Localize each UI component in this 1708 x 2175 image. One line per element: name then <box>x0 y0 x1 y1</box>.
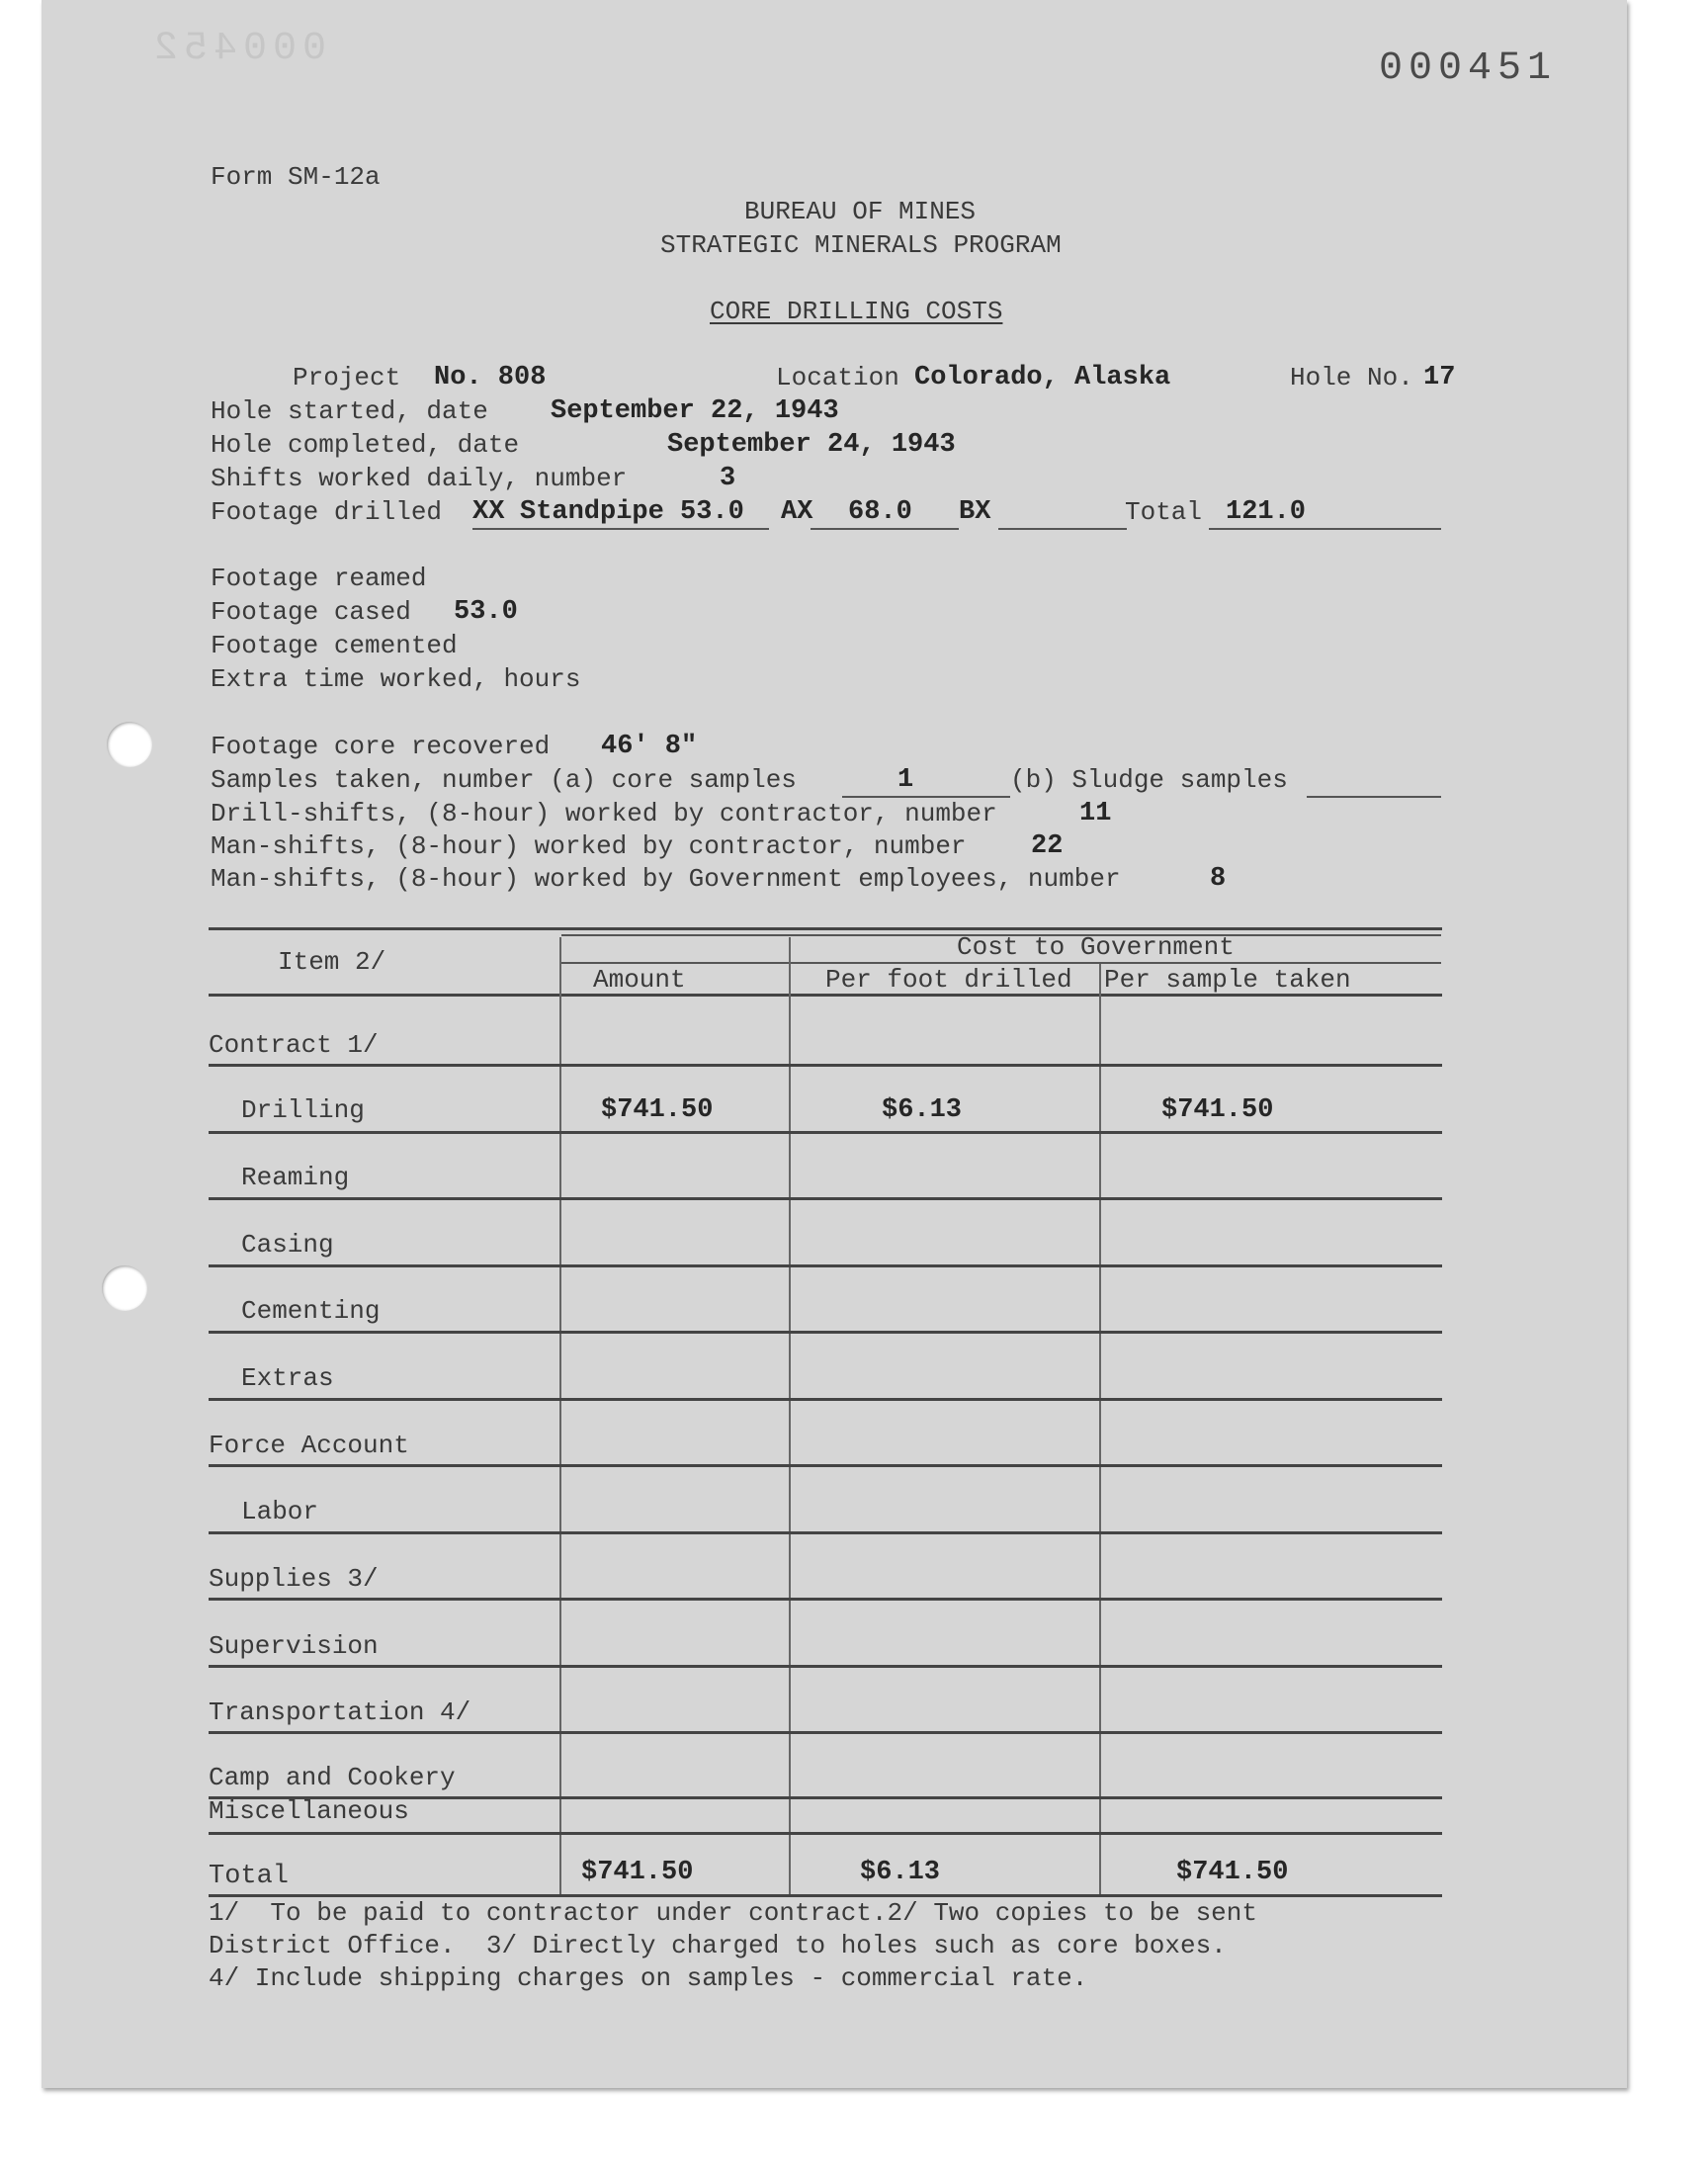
footage-reamed-label: Footage reamed <box>211 564 427 593</box>
drill-shifts-label: Drill-shifts, (8-hour) worked by contractor, number <box>211 799 997 828</box>
core-recovered-label: Footage core recovered <box>211 732 551 761</box>
table-row-per-foot: $6.13 <box>882 1095 963 1125</box>
footage-total-value: 121.0 <box>1226 497 1307 527</box>
table-row-amount: $741.50 <box>601 1095 714 1125</box>
shifts-value: 3 <box>720 464 736 493</box>
total-row-label: Total <box>209 1862 290 1891</box>
table-row-label: Reaming <box>241 1163 350 1192</box>
footage-total-label: Total <box>1125 497 1203 527</box>
table-row-per-sample: $741.50 <box>1161 1095 1274 1125</box>
sludge-samples-label: (b) Sludge samples <box>1010 765 1288 795</box>
table-row-rule <box>209 1665 1442 1668</box>
footnote-line-2: District Office. 3/ Directly charged to holes such as core boxes. <box>209 1931 1227 1960</box>
col-divider-per-foot <box>789 937 791 1894</box>
footage-cemented-label: Footage cemented <box>211 631 458 660</box>
table-row-label: Extras <box>241 1363 334 1393</box>
footage-standpipe-underline <box>472 528 769 530</box>
header-bottom-rule <box>209 994 1442 997</box>
table-top-rule <box>209 927 1442 930</box>
table-row-rule <box>209 1464 1442 1467</box>
punch-hole-top <box>107 722 152 767</box>
item-header: Item 2/ <box>278 947 386 977</box>
table-row-rule <box>209 1264 1442 1267</box>
cost-header-rule-bottom <box>561 962 1441 964</box>
core-samples-value: 1 <box>897 765 914 795</box>
table-row-rule <box>209 1331 1442 1334</box>
bleed-through-number: 000452 <box>148 27 327 71</box>
completed-value: September 24, 1943 <box>667 430 956 460</box>
table-row-label: Cementing <box>241 1296 381 1326</box>
started-value: September 22, 1943 <box>551 396 839 426</box>
table-row-label: Labor <box>241 1497 319 1526</box>
footnote-line-1: 1/ To be paid to contractor under contract.2/ Two copies to be sent <box>209 1898 1257 1928</box>
man-shifts-value: 22 <box>1031 831 1064 861</box>
project-value: No. 808 <box>434 363 547 392</box>
total-per-foot: $6.13 <box>860 1858 941 1887</box>
sludge-samples-underline <box>1307 796 1441 798</box>
program-title: STRATEGIC MINERALS PROGRAM <box>660 230 1062 260</box>
table-row-rule <box>209 1197 1442 1200</box>
footage-ax-value: 68.0 <box>848 497 912 527</box>
hole-label: Hole No. <box>1290 363 1413 392</box>
extra-time-label: Extra time worked, hours <box>211 664 581 694</box>
footage-standpipe-value: Standpipe 53.0 <box>520 497 744 527</box>
form-title: CORE DRILLING COSTS <box>710 297 1003 326</box>
footage-drilled-label: Footage drilled <box>211 497 443 527</box>
footage-xx-mark-2: AX <box>781 497 813 527</box>
started-label: Hole started, date <box>211 396 488 426</box>
table-row-label: Force Account <box>209 1431 409 1460</box>
table-row-rule <box>209 1731 1442 1734</box>
footage-xx-mark-1: XX <box>472 497 505 527</box>
cost-to-government-header: Cost to Government <box>957 932 1235 962</box>
footage-ax-underline <box>811 528 959 530</box>
col-divider-amount <box>559 937 561 1894</box>
location-value: Colorado, Alaska <box>914 363 1171 392</box>
footage-bx-label: BX <box>959 497 991 527</box>
footage-total-underline <box>1209 528 1441 530</box>
man-shifts-label: Man-shifts, (8-hour) worked by contractor, number <box>211 831 967 861</box>
table-row-rule <box>209 1832 1442 1835</box>
core-samples-underline <box>842 796 1010 798</box>
document-number: 000451 <box>1379 46 1558 91</box>
table-row-label: Drilling <box>241 1095 365 1125</box>
agency-title: BUREAU OF MINES <box>744 197 977 226</box>
samples-taken-label: Samples taken, number (a) core samples <box>211 765 797 795</box>
table-row-label: Supplies 3/ <box>209 1564 379 1594</box>
table-bottom-rule <box>209 1894 1442 1897</box>
table-row-rule <box>209 1064 1442 1067</box>
total-per-sample: $741.50 <box>1176 1858 1289 1887</box>
per-sample-column-header: Per sample taken <box>1104 965 1351 995</box>
hole-value: 17 <box>1423 363 1456 392</box>
amount-column-header: Amount <box>593 965 686 995</box>
per-foot-column-header: Per foot drilled <box>825 965 1072 995</box>
footage-bx-underline <box>998 528 1127 530</box>
table-row-label: Contract 1/ <box>209 1030 379 1060</box>
table-row-label: Camp and Cookery <box>209 1763 456 1792</box>
location-label: Location <box>776 363 899 392</box>
core-recovered-value: 46' 8" <box>601 732 698 761</box>
footage-cased-label: Footage cased <box>211 597 411 627</box>
project-label: Project <box>293 363 401 392</box>
form-id: Form SM-12a <box>211 162 381 192</box>
footnote-line-3: 4/ Include shipping charges on samples - commercial rate. <box>209 1963 1088 1993</box>
table-row-rule <box>209 1398 1442 1401</box>
table-row-rule <box>209 1131 1442 1134</box>
gov-shifts-value: 8 <box>1210 864 1227 894</box>
table-row-label: Miscellaneous <box>209 1796 409 1826</box>
completed-label: Hole completed, date <box>211 430 520 460</box>
table-row-label: Supervision <box>209 1631 379 1661</box>
table-row-label: Transportation 4/ <box>209 1697 471 1727</box>
table-row-rule <box>209 1531 1442 1534</box>
col-divider-per-sample <box>1099 964 1101 1894</box>
drill-shifts-value: 11 <box>1079 799 1112 828</box>
table-row-label: Casing <box>241 1230 334 1260</box>
punch-hole-bottom <box>102 1265 147 1311</box>
total-amount: $741.50 <box>581 1858 694 1887</box>
table-row-rule <box>209 1598 1442 1601</box>
footage-cased-value: 53.0 <box>454 597 518 627</box>
shifts-label: Shifts worked daily, number <box>211 464 628 493</box>
gov-shifts-label: Man-shifts, (8-hour) worked by Government employees, number <box>211 864 1121 894</box>
